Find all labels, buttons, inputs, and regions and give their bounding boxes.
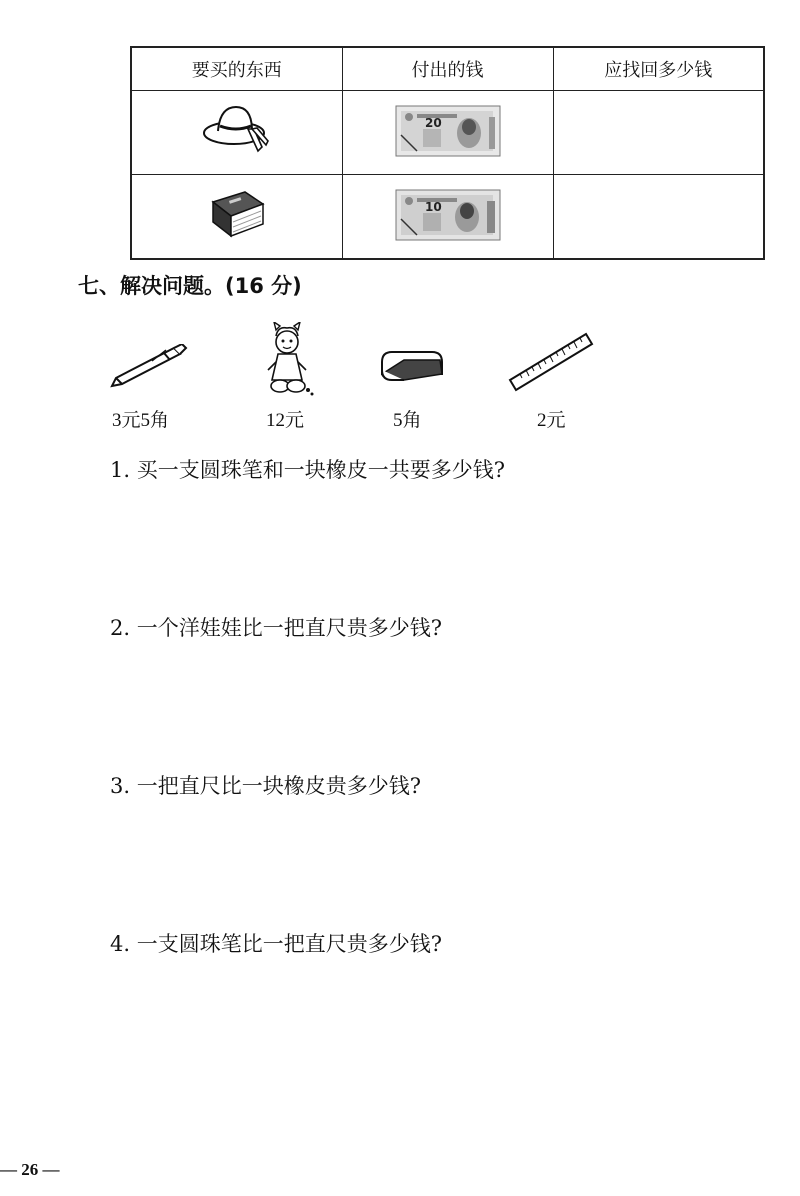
page-number: — 26 — bbox=[0, 1160, 60, 1179]
header-change: 应找回多少钱 bbox=[553, 47, 764, 91]
item-cell bbox=[131, 175, 342, 260]
banknote-10-icon bbox=[395, 189, 501, 241]
banknote-value: 20 bbox=[424, 115, 442, 130]
question-3: 3. 一把直尺比一块橡皮贵多少钱? bbox=[110, 774, 421, 798]
eraser-price: 5角 bbox=[393, 410, 422, 431]
question-4: 4. 一支圆珠笔比一把直尺贵多少钱? bbox=[110, 932, 442, 956]
pen-icon bbox=[108, 344, 188, 390]
table-header-row bbox=[131, 47, 764, 91]
item-cell bbox=[131, 91, 342, 175]
ruler-price: 2元 bbox=[537, 410, 566, 431]
book-icon bbox=[207, 188, 267, 242]
paid-cell bbox=[342, 91, 553, 175]
header-item: 要买的东西 bbox=[131, 47, 342, 91]
doll-price: 12元 bbox=[266, 410, 305, 431]
section-title: 七、解决问题。(16 分) bbox=[78, 274, 302, 298]
money-change-table bbox=[130, 46, 765, 260]
ruler-icon bbox=[506, 330, 594, 394]
question-2: 2. 一个洋娃娃比一把直尺贵多少钱? bbox=[110, 616, 442, 640]
hat-icon bbox=[200, 101, 274, 161]
table-row bbox=[131, 91, 764, 175]
paid-cell bbox=[342, 175, 553, 260]
change-answer-cell[interactable] bbox=[553, 175, 764, 260]
doll-icon bbox=[258, 322, 316, 396]
question-1: 1. 买一支圆珠笔和一块橡皮一共要多少钱? bbox=[110, 458, 505, 482]
change-answer-cell[interactable] bbox=[553, 91, 764, 175]
banknote-value: 10 bbox=[424, 199, 442, 214]
banknote-20-icon bbox=[395, 105, 501, 157]
eraser-icon bbox=[378, 348, 446, 384]
table-row bbox=[131, 175, 764, 260]
pen-price: 3元5角 bbox=[112, 410, 170, 431]
header-paid: 付出的钱 bbox=[342, 47, 553, 91]
